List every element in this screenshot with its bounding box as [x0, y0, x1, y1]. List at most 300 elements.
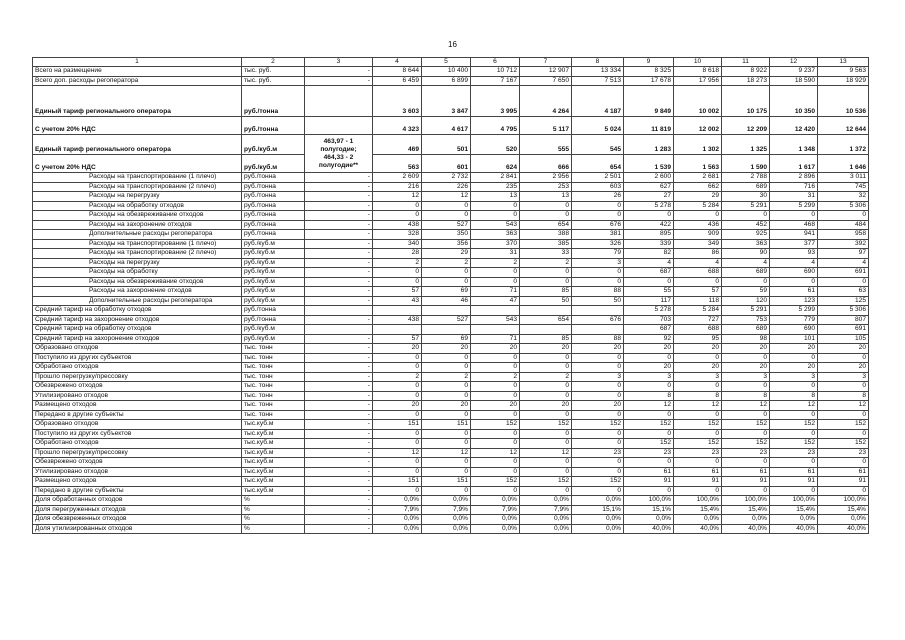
value-cell: 1 539 — [624, 155, 674, 173]
value-cell: 0,0% — [572, 515, 624, 525]
value-cell: 30 — [722, 192, 770, 202]
table-row — [33, 448, 869, 458]
value-cell: 2 — [373, 258, 422, 268]
value-cell: 1 348 — [770, 135, 818, 155]
value-cell: 385 — [520, 239, 572, 249]
row-col3: - — [305, 182, 373, 192]
value-cell: 0,0% — [422, 496, 471, 506]
value-cell: 59 — [722, 287, 770, 297]
value-cell: 0 — [770, 429, 818, 439]
value-cell: 895 — [624, 230, 674, 240]
value-cell: 0 — [722, 353, 770, 363]
value-cell: 5 306 — [818, 306, 869, 316]
value-cell: 0 — [572, 268, 624, 278]
value-cell: 216 — [373, 182, 422, 192]
table-row — [33, 287, 869, 297]
value-cell: 0 — [520, 382, 572, 392]
table-row — [33, 382, 869, 392]
row-col3: - — [305, 334, 373, 344]
table-row — [33, 67, 869, 77]
value-cell: 0 — [722, 277, 770, 287]
value-cell: 5 278 — [624, 306, 674, 316]
row-col3: - — [305, 230, 373, 240]
row-unit: тыс.куб.м — [242, 486, 305, 496]
value-cell: 0 — [373, 410, 422, 420]
row-unit: руб./куб.м — [242, 296, 305, 306]
row-unit: руб./куб.м — [242, 239, 305, 249]
table-row — [33, 296, 869, 306]
value-cell: 716 — [770, 182, 818, 192]
row-label: Доля утилизированных отходов — [33, 524, 242, 534]
value-cell: 152 — [722, 420, 770, 430]
table-row — [33, 439, 869, 449]
value-cell: 12 — [520, 448, 572, 458]
value-cell: 1 590 — [722, 155, 770, 173]
value-cell: 0 — [770, 410, 818, 420]
row-col3: - — [305, 382, 373, 392]
value-cell: 100,0% — [722, 496, 770, 506]
value-cell: 0,0% — [818, 515, 869, 525]
row-unit: руб./тонна — [242, 315, 305, 325]
row-unit: тыс.куб.м — [242, 429, 305, 439]
value-cell: 71 — [471, 287, 520, 297]
value-cell: 753 — [722, 315, 770, 325]
value-cell: 727 — [674, 315, 722, 325]
value-cell: 5 284 — [674, 201, 722, 211]
value-cell: 97 — [818, 249, 869, 259]
value-cell: 0 — [818, 382, 869, 392]
value-cell: 0 — [373, 439, 422, 449]
value-cell: 6 899 — [422, 76, 471, 86]
row-label: Расходы на обезвреживание отходов — [33, 277, 242, 287]
value-cell: 12 — [422, 192, 471, 202]
value-cell: 0 — [572, 211, 624, 221]
value-cell: 377 — [770, 239, 818, 249]
value-cell: 95 — [674, 334, 722, 344]
value-cell: 10 712 — [471, 67, 520, 77]
row-label: Обезврежено отходов — [33, 382, 242, 392]
value-cell: 8 644 — [373, 67, 422, 77]
header-cell: 2 — [242, 58, 305, 67]
value-cell: 689 — [722, 325, 770, 335]
value-cell: 5 299 — [770, 306, 818, 316]
row-label: Обработано отходов — [33, 363, 242, 373]
row-col3 — [305, 306, 373, 316]
row-label: Всего на размещение — [33, 67, 242, 77]
tariff-row — [33, 86, 869, 117]
value-cell: 151 — [373, 420, 422, 430]
table-row — [33, 239, 869, 249]
value-cell: 5 291 — [722, 306, 770, 316]
table-row — [33, 230, 869, 240]
value-cell: 98 — [722, 334, 770, 344]
value-cell: 0 — [572, 410, 624, 420]
value-cell: 0 — [520, 410, 572, 420]
table-row — [33, 363, 869, 373]
value-cell: 105 — [818, 334, 869, 344]
table-row — [33, 249, 869, 259]
row-label: Размещено отходов — [33, 401, 242, 411]
value-cell: 3 — [818, 372, 869, 382]
value-cell: 40,0% — [770, 524, 818, 534]
value-cell: 527 — [422, 220, 471, 230]
value-cell: 7 513 — [572, 76, 624, 86]
value-cell: 3 — [770, 372, 818, 382]
value-cell: 7,9% — [373, 505, 422, 515]
value-cell: 0 — [373, 201, 422, 211]
row-unit: % — [242, 505, 305, 515]
row-label: Расходы на перегрузку — [33, 192, 242, 202]
value-cell: 8 325 — [624, 67, 674, 77]
value-cell: 0 — [373, 277, 422, 287]
row-label: Доля перегруженных отходов — [33, 505, 242, 515]
table-row — [33, 467, 869, 477]
header-cell: 8 — [572, 58, 624, 67]
value-cell: 422 — [624, 220, 674, 230]
value-cell: 152 — [818, 439, 869, 449]
value-cell: 2 681 — [674, 173, 722, 183]
row-unit: руб./тонна — [242, 192, 305, 202]
value-cell: 43 — [373, 296, 422, 306]
value-cell: 152 — [624, 439, 674, 449]
table-row — [33, 277, 869, 287]
page-number: 16 — [448, 40, 457, 49]
row-unit: руб./тонна — [242, 220, 305, 230]
value-cell: 0,0% — [520, 515, 572, 525]
value-cell: 17 678 — [624, 76, 674, 86]
row-unit: тыс. тонн — [242, 372, 305, 382]
value-cell: 118 — [674, 296, 722, 306]
value-cell: 61 — [674, 467, 722, 477]
value-cell: 12 420 — [770, 117, 818, 135]
value-cell: 125 — [818, 296, 869, 306]
value-cell: 691 — [818, 268, 869, 278]
row-label: Средний тариф на обработку отходов — [33, 325, 242, 335]
value-cell: 0 — [422, 201, 471, 211]
value-cell: 226 — [422, 182, 471, 192]
value-cell: 0 — [520, 467, 572, 477]
value-cell: 2 600 — [624, 173, 674, 183]
value-cell: 5 306 — [818, 201, 869, 211]
value-cell: 100,0% — [624, 496, 674, 506]
value-cell: 555 — [520, 135, 572, 155]
table-row — [33, 220, 869, 230]
value-cell: 29 — [422, 249, 471, 259]
value-cell: 339 — [624, 239, 674, 249]
row-label: Образовано отходов — [33, 344, 242, 354]
value-cell: 545 — [572, 135, 624, 155]
row-label: Расходы на обработку — [33, 268, 242, 278]
value-cell: 0 — [818, 353, 869, 363]
value-cell: 13 — [520, 192, 572, 202]
table-row — [33, 306, 869, 316]
value-cell: 0 — [373, 268, 422, 278]
value-cell: 543 — [471, 315, 520, 325]
value-cell: 0 — [722, 382, 770, 392]
value-cell: 0 — [471, 467, 520, 477]
row-label: Обработано отходов — [33, 439, 242, 449]
value-cell: 5 284 — [674, 306, 722, 316]
value-cell: 0 — [520, 439, 572, 449]
table-row — [33, 325, 869, 335]
value-cell: 12 002 — [674, 117, 722, 135]
value-cell: 3 — [572, 372, 624, 382]
value-cell — [422, 325, 471, 335]
value-cell: 0 — [624, 277, 674, 287]
value-cell: 8 — [624, 391, 674, 401]
value-cell: 0 — [471, 353, 520, 363]
value-cell: 85 — [520, 287, 572, 297]
value-cell: 152 — [572, 477, 624, 487]
value-cell: 15,1% — [624, 505, 674, 515]
value-cell: 0 — [770, 458, 818, 468]
row-unit: % — [242, 515, 305, 525]
value-cell: 958 — [818, 230, 869, 240]
note-line: полугодие** — [318, 161, 359, 169]
value-cell: 0 — [520, 486, 572, 496]
row-col3: - — [305, 353, 373, 363]
tariff-row — [33, 117, 869, 135]
value-cell: 703 — [624, 315, 674, 325]
value-cell: 2 841 — [471, 173, 520, 183]
value-cell: 4 323 — [373, 117, 422, 135]
row-label: Обезврежено отходов — [33, 458, 242, 468]
value-cell: 0,0% — [373, 524, 422, 534]
value-cell: 117 — [624, 296, 674, 306]
value-cell: 20 — [818, 363, 869, 373]
value-cell: 543 — [471, 220, 520, 230]
value-cell: 0 — [422, 429, 471, 439]
value-cell: 676 — [572, 220, 624, 230]
value-cell: 0 — [373, 391, 422, 401]
value-cell: 15,4% — [770, 505, 818, 515]
row-unit: тыс. тонн — [242, 401, 305, 411]
value-cell: 676 — [572, 315, 624, 325]
value-cell: 20 — [422, 401, 471, 411]
row-col3: - — [305, 344, 373, 354]
value-cell: 26 — [572, 192, 624, 202]
value-cell — [520, 306, 572, 316]
row-label: Утилизировано отходов — [33, 391, 242, 401]
value-cell: 0 — [471, 439, 520, 449]
value-cell: 69 — [422, 287, 471, 297]
value-cell: 0 — [572, 458, 624, 468]
value-cell: 0 — [818, 277, 869, 287]
value-cell: 152 — [520, 420, 572, 430]
value-cell: 61 — [722, 467, 770, 477]
value-cell: 120 — [722, 296, 770, 306]
value-cell: 23 — [818, 448, 869, 458]
value-cell: 0 — [422, 486, 471, 496]
row-unit: руб./тонна — [242, 173, 305, 183]
row-label: Поступило из других субъектов — [33, 353, 242, 363]
row-col3: - — [305, 372, 373, 382]
value-cell: 0 — [624, 211, 674, 221]
value-cell: 20 — [624, 344, 674, 354]
value-cell: 91 — [624, 477, 674, 487]
table-row — [33, 477, 869, 487]
value-cell: 0,0% — [572, 496, 624, 506]
value-cell: 20 — [422, 344, 471, 354]
row-unit: руб./куб.м — [242, 268, 305, 278]
value-cell: 392 — [818, 239, 869, 249]
table-row — [33, 410, 869, 420]
value-cell: 468 — [770, 220, 818, 230]
value-cell: 691 — [818, 325, 869, 335]
value-cell: 31 — [471, 249, 520, 259]
value-cell — [520, 325, 572, 335]
value-cell: 20 — [572, 344, 624, 354]
row-unit: тыс.куб.м — [242, 420, 305, 430]
row-col3: - — [305, 524, 373, 534]
value-cell: 689 — [722, 182, 770, 192]
row-unit: руб./куб.м — [242, 325, 305, 335]
value-cell: 0 — [674, 382, 722, 392]
value-cell: 0 — [520, 268, 572, 278]
value-cell: 12 — [471, 448, 520, 458]
row-label: Расходы на перегрузку — [33, 258, 242, 268]
value-cell: 0 — [572, 382, 624, 392]
value-cell: 0 — [572, 439, 624, 449]
header-cell: 12 — [770, 58, 818, 67]
value-cell: 687 — [624, 325, 674, 335]
header-cell: 4 — [373, 58, 422, 67]
row-unit: тыс. тонн — [242, 353, 305, 363]
value-cell: 0 — [674, 277, 722, 287]
value-cell: 0 — [624, 486, 674, 496]
table-row — [33, 182, 869, 192]
value-cell: 5 278 — [624, 201, 674, 211]
value-cell: 3 — [674, 372, 722, 382]
value-cell: 2 788 — [722, 173, 770, 183]
value-cell: 88 — [572, 287, 624, 297]
row-unit: руб./куб.м — [242, 287, 305, 297]
row-unit: тыс.куб.м — [242, 477, 305, 487]
value-cell: 0,0% — [471, 524, 520, 534]
value-cell: 469 — [373, 135, 422, 155]
value-cell: 20 — [624, 363, 674, 373]
value-cell: 688 — [674, 268, 722, 278]
value-cell: 0 — [722, 458, 770, 468]
row-col3: - — [305, 505, 373, 515]
value-cell: 12 — [722, 401, 770, 411]
value-cell: 7,9% — [471, 505, 520, 515]
value-cell — [373, 306, 422, 316]
row-label: Расходы на транспортирование (2 плечо) — [33, 182, 242, 192]
value-cell: 0,0% — [520, 524, 572, 534]
value-cell: 4 264 — [520, 86, 572, 117]
value-cell: 13 334 — [572, 67, 624, 77]
value-cell: 0 — [373, 429, 422, 439]
value-cell: 23 — [572, 448, 624, 458]
value-cell: 349 — [674, 239, 722, 249]
value-cell: 563 — [373, 155, 422, 173]
value-cell: 152 — [770, 439, 818, 449]
tariff-row — [33, 155, 869, 173]
value-cell: 57 — [373, 334, 422, 344]
value-cell: 0 — [471, 410, 520, 420]
row-col3: - — [305, 477, 373, 487]
row-label: Расходы на обработку отходов — [33, 201, 242, 211]
value-cell: 0 — [674, 458, 722, 468]
value-cell: 0 — [520, 391, 572, 401]
value-cell: 33 — [520, 249, 572, 259]
value-cell: 0,0% — [770, 515, 818, 525]
row-label: С учетом 20% НДС — [33, 155, 242, 173]
value-cell: 0 — [373, 382, 422, 392]
row-label: Утилизировано отходов — [33, 467, 242, 477]
value-cell: 0 — [572, 201, 624, 211]
value-cell: 941 — [770, 230, 818, 240]
value-cell: 0 — [770, 486, 818, 496]
value-cell: 40,0% — [818, 524, 869, 534]
value-cell: 0 — [471, 363, 520, 373]
note-cell — [305, 135, 373, 173]
value-cell: 0 — [572, 429, 624, 439]
row-unit: % — [242, 524, 305, 534]
value-cell: 253 — [520, 182, 572, 192]
value-cell: 3 011 — [818, 173, 869, 183]
value-cell: 0,0% — [471, 515, 520, 525]
value-cell: 8 — [818, 391, 869, 401]
value-cell: 23 — [722, 448, 770, 458]
value-cell: 0 — [471, 458, 520, 468]
row-unit: руб./тонна — [242, 201, 305, 211]
row-col3 — [305, 86, 373, 117]
row-unit: руб./тонна — [242, 117, 305, 135]
value-cell: 28 — [373, 249, 422, 259]
value-cell: 340 — [373, 239, 422, 249]
value-cell: 0,0% — [422, 515, 471, 525]
value-cell: 9 237 — [770, 67, 818, 77]
row-col3: - — [305, 211, 373, 221]
value-cell: 0,0% — [422, 524, 471, 534]
row-col3: - — [305, 268, 373, 278]
table-row — [33, 268, 869, 278]
value-cell: 12 — [422, 448, 471, 458]
row-unit: тыс. тонн — [242, 344, 305, 354]
value-cell: 601 — [422, 155, 471, 173]
tariff-row — [33, 135, 869, 155]
value-cell: 90 — [722, 249, 770, 259]
value-cell: 10 536 — [818, 86, 869, 117]
value-cell: 47 — [471, 296, 520, 306]
value-cell: 3 — [722, 372, 770, 382]
value-cell: 0 — [422, 382, 471, 392]
row-col3: - — [305, 439, 373, 449]
value-cell: 6 459 — [373, 76, 422, 86]
value-cell: 10 400 — [422, 67, 471, 77]
value-cell: 370 — [471, 239, 520, 249]
row-col3: - — [305, 410, 373, 420]
row-label: Передано в другие субъекты — [33, 486, 242, 496]
value-cell: 7 650 — [520, 76, 572, 86]
value-cell: 5 291 — [722, 201, 770, 211]
row-label: Дополнительные расходы регоператора — [33, 296, 242, 306]
value-cell: 0 — [520, 429, 572, 439]
row-label: Единый тариф регионального оператора — [33, 135, 242, 155]
header-cell: 7 — [520, 58, 572, 67]
value-cell: 690 — [770, 325, 818, 335]
value-cell: 0 — [572, 353, 624, 363]
value-cell: 0 — [373, 486, 422, 496]
value-cell: 40,0% — [674, 524, 722, 534]
value-cell: 501 — [422, 135, 471, 155]
value-cell: 20 — [770, 363, 818, 373]
value-cell — [471, 306, 520, 316]
value-cell: 925 — [722, 230, 770, 240]
value-cell: 4 — [722, 258, 770, 268]
